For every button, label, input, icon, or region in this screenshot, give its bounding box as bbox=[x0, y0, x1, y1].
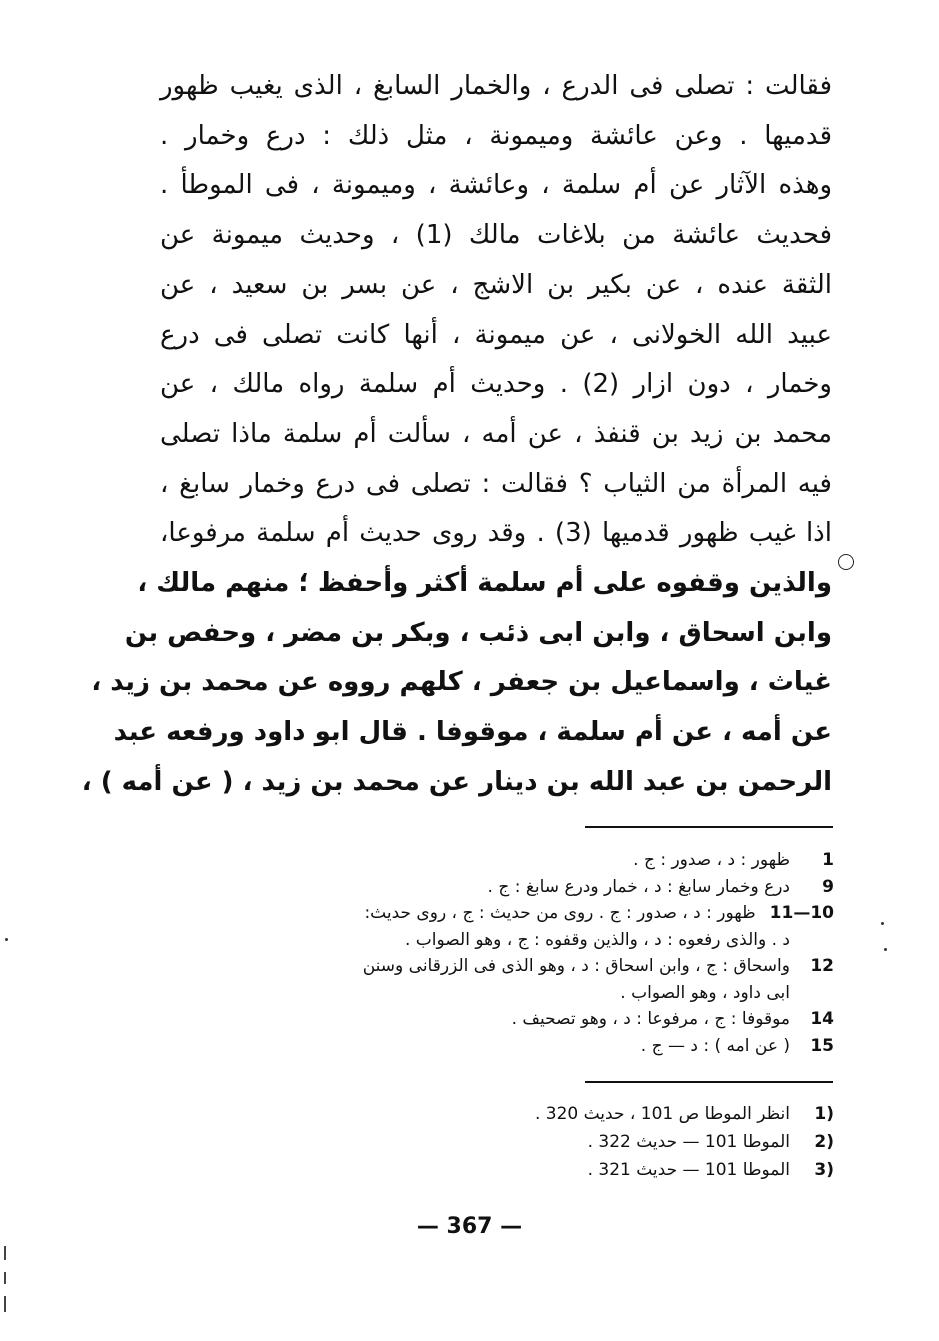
text-line-2: قدميها . وعن عائشة وميمونة ، مثل ذلك : درع وخمار . bbox=[160, 120, 832, 151]
variant-note bbox=[170, 1033, 834, 1060]
main-text bbox=[81, 62, 833, 808]
variant-note bbox=[170, 900, 834, 927]
text-line-15: الرحمن بن عبد الله بن دينار عن محمد بن زيد ، ( عن أمه ) ، bbox=[81, 766, 832, 797]
variant-note-continuation bbox=[170, 980, 834, 1007]
scan-speck bbox=[881, 922, 884, 925]
note-text: الموطا 101 — حديث 321 . bbox=[587, 1160, 790, 1180]
text-line-4: فحديث عائشة من بلاغات مالك (1) ، وحديث ميمونة عن bbox=[160, 220, 833, 251]
note-text: د . والذى رفعوه : د ، والذين وقفوه : ج ، وهو الصواب . bbox=[404, 929, 790, 950]
reference-note bbox=[400, 1128, 834, 1156]
variant-note bbox=[170, 874, 834, 901]
variant-note-continuation bbox=[170, 927, 834, 954]
scan-edge-mark bbox=[4, 1272, 6, 1284]
note-text: ظهور : د ، صدور : ج . روى من حديث : ج ، روى حديث: bbox=[364, 903, 756, 923]
variant-note bbox=[170, 1006, 834, 1033]
reference-notes bbox=[400, 1100, 834, 1184]
text-line-13: غياث ، واسماعيل بن جعفر ، كلهم رووه عن محمد بن زيد ، bbox=[91, 667, 832, 698]
scan-edge-mark bbox=[4, 1246, 6, 1260]
text-line-3: وهذه الآثار عن أم سلمة ، وعائشة ، وميمونة ، فى الموطأ . bbox=[160, 170, 832, 201]
text-line-6: عبيد الله الخولانى ، عن ميمونة ، أنها كانت تصلى فى درع bbox=[160, 319, 832, 350]
text-line-14: عن أمه ، عن أم سلمة ، موقوفا . قال ابو داود ورفعه عبد bbox=[113, 717, 832, 748]
note-text: واسحاق : ج ، وابن اسحاق : د ، وهو الذى فى الزرقانى وسنن bbox=[362, 956, 790, 976]
scan-speck bbox=[5, 938, 8, 941]
text-line-1: فقالت : تصلى فى الدرع ، والخمار السابغ ، الذى يغيب ظهور bbox=[160, 71, 832, 101]
text-line-10: اذا غيب ظهور قدميها (3) . وقد روى حديث أم سلمة مرفوعا، bbox=[160, 518, 832, 549]
footnote-separator-2 bbox=[585, 1081, 833, 1083]
margin-circle-mark bbox=[838, 554, 854, 570]
note-text: الموطا 101 — حديث 322 . bbox=[587, 1132, 790, 1152]
note-number: 1 bbox=[822, 850, 834, 870]
note-text: درع وخمار سابغ : د ، خمار ودرع سابغ : ج . bbox=[487, 876, 790, 897]
note-number: 14 bbox=[810, 1009, 834, 1029]
reference-note bbox=[400, 1100, 834, 1128]
note-number: (2 bbox=[814, 1132, 834, 1152]
note-number: (3 bbox=[814, 1160, 834, 1180]
scan-speck bbox=[884, 948, 887, 951]
variant-note bbox=[170, 847, 834, 874]
footnote-separator-1 bbox=[585, 826, 833, 828]
reference-note bbox=[400, 1156, 834, 1184]
note-text: ظهور : د ، صدور : ج . bbox=[633, 850, 790, 870]
variant-notes bbox=[170, 847, 834, 1059]
text-line-8: محمد بن زيد بن قنفذ ، عن أمه ، سألت أم سلمة ماذا تصلى bbox=[160, 418, 832, 449]
text-line-7: وخمار ، دون ازار (2) . وحديث أم سلمة رواه مالك ، عن bbox=[160, 369, 832, 400]
note-text: ( عن امه ) : د — ج . bbox=[640, 1035, 790, 1056]
text-line-9: فيه المرأة من الثياب ؟ فقالت : تصلى فى درع وخمار سابغ ، bbox=[160, 468, 832, 499]
variant-note bbox=[170, 953, 834, 980]
note-number: (1 bbox=[814, 1104, 834, 1124]
page-number: — 367 — bbox=[416, 1214, 523, 1239]
text-line-11: والذين وقفوه على أم سلمة أكثر وأحفظ ؛ منهم مالك ، bbox=[137, 568, 832, 599]
note-number: 10—11 bbox=[769, 903, 834, 923]
note-number: 9 bbox=[822, 876, 834, 897]
note-number: 12 bbox=[810, 956, 834, 976]
text-line-12: وابن اسحاق ، وابن ابى ذئب ، وبكر بن مضر ، وحفص بن bbox=[124, 617, 832, 648]
note-text: انظر الموطا ص 101 ، حديث 320 . bbox=[534, 1104, 790, 1124]
scan-edge-mark bbox=[4, 1296, 6, 1312]
text-line-5: الثقة عنده ، عن بكير بن الاشج ، عن بسر بن سعيد ، عن bbox=[160, 269, 832, 300]
note-text: موقوفا : ج ، مرفوعا : د ، وهو تصحيف . bbox=[511, 1009, 790, 1029]
note-text: ابى داود ، وهو الصواب . bbox=[620, 982, 790, 1003]
note-number: 15 bbox=[810, 1035, 834, 1056]
